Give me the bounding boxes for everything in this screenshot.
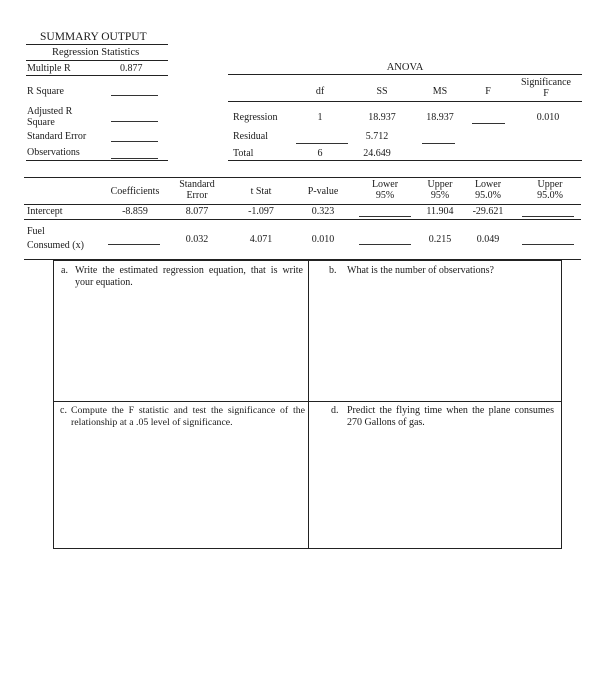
anova-row-residual-label: Residual [233,131,268,142]
coef-header-tstat: t Stat [250,186,272,197]
coef-intercept-upper950-blank [522,216,574,217]
coef-row-fuel-tstat: 4.071 [249,234,273,245]
adjusted-r-square-blank [111,121,158,122]
standard-error-label: Standard Error [27,131,87,142]
summary-title: SUMMARY OUTPUT [40,31,147,43]
coef-intercept-rule [24,219,581,220]
coef-header-pvalue: P-value [307,186,339,197]
question-b-box [308,260,562,402]
anova-row-regression-label: Regression [233,112,278,123]
coef-header-upper95-1: Upper [427,179,453,190]
coef-header-upper950-1: Upper [537,179,563,190]
anova-header-ms: MS [432,86,448,97]
anova-header-ss: SS [376,86,388,97]
anova-header-f: F [485,86,491,97]
summary-bottom-rule [26,160,168,161]
anova-header-significance-2: F [543,88,549,99]
coef-top-rule [24,177,581,178]
coef-header-lower95-1: Lower [371,179,399,190]
regression-stats-title: Regression Statistics [52,47,140,58]
observations-blank [111,158,158,159]
coef-header-lower950-2: 95.0% [475,190,501,201]
anova-row-total-label: Total [233,148,254,159]
anova-header-df: df [315,86,325,97]
coef-header-lower950-1: Lower [474,179,502,190]
anova-residual-df-blank [296,143,348,144]
coef-row-fuel-pval: 0.010 [311,234,335,245]
question-c-letter: c. [60,405,67,416]
coef-fuel-coef-blank [108,244,160,245]
coef-header-coefficients: Coefficients [110,186,160,197]
coef-fuel-lower95-blank [359,244,411,245]
anova-row-total-ss: 24.649 [363,148,391,159]
r-square-label: R Square [27,86,64,97]
coef-header-se-2: Error [186,190,208,201]
question-b-letter: b. [329,265,337,276]
multiple-r-rule [26,75,168,76]
coef-intercept-lower95-blank [359,216,411,217]
anova-residual-ms-blank [422,143,455,144]
question-c-text: Compute the F statistic and test the significance of the relationship at a .05 level of significance. [71,405,305,428]
anova-row-regression-significance: 0.010 [536,112,560,123]
coef-row-fuel-lower950: 0.049 [476,234,500,245]
question-d-letter: d. [331,405,339,416]
coef-header-se-1: Standard [179,179,215,190]
anova-bottom-rule [228,160,582,161]
coef-row-fuel-se: 0.032 [185,234,209,245]
anova-title: ANOVA [386,62,424,73]
anova-header-significance-1: Significance [521,77,571,88]
anova-header-rule [228,101,582,102]
coef-row-intercept-label: Intercept [27,206,63,217]
question-a-text: Write the estimated regression equation, that is write your equation. [75,265,303,288]
question-b-text: What is the number of observations? [347,265,494,276]
coef-fuel-upper950-blank [522,244,574,245]
anova-top-rule [228,74,582,75]
question-a-letter: a. [61,265,68,276]
coef-row-fuel-upper95: 0.215 [428,234,452,245]
coef-row-intercept-coef: -8.859 [122,206,148,217]
coef-header-lower95-2: 95% [375,190,395,201]
multiple-r-value: 0.877 [120,63,143,74]
anova-row-regression-ss: 18.937 [368,112,396,123]
coef-row-intercept-se: 8.077 [185,206,209,217]
coef-row-intercept-pval: 0.323 [311,206,335,217]
observations-label: Observations [27,147,80,158]
coef-row-fuel-label-1: Fuel [27,226,45,237]
standard-error-blank [111,141,158,142]
coef-row-intercept-upper95: 11.904 [426,206,454,217]
coef-header-rule [24,204,581,205]
adjusted-r-square-label-2: Square [27,117,55,128]
adjusted-r-square-label-1: Adjusted R [27,106,73,117]
r-square-blank [111,95,158,96]
anova-row-regression-ms: 18.937 [426,112,454,123]
anova-row-total-df: 6 [317,148,323,159]
summary-title-rule [26,44,168,45]
anova-regression-f-blank [472,123,505,124]
coef-row-fuel-label-2: Consumed (x) [27,240,84,251]
coef-row-intercept-tstat: -1.097 [248,206,274,217]
coef-header-upper95-2: 95% [430,190,450,201]
anova-row-regression-df: 1 [317,112,323,123]
multiple-r-label: Multiple R [27,63,71,74]
question-d-text: Predict the flying time when the plane consumes 270 Gallons of gas. [347,405,554,428]
regression-stats-rule [26,60,168,61]
coef-row-intercept-lower950: -29.621 [472,206,504,217]
coef-header-upper950-2: 95.0% [537,190,563,201]
anova-row-residual-ss: 5.712 [365,131,389,142]
